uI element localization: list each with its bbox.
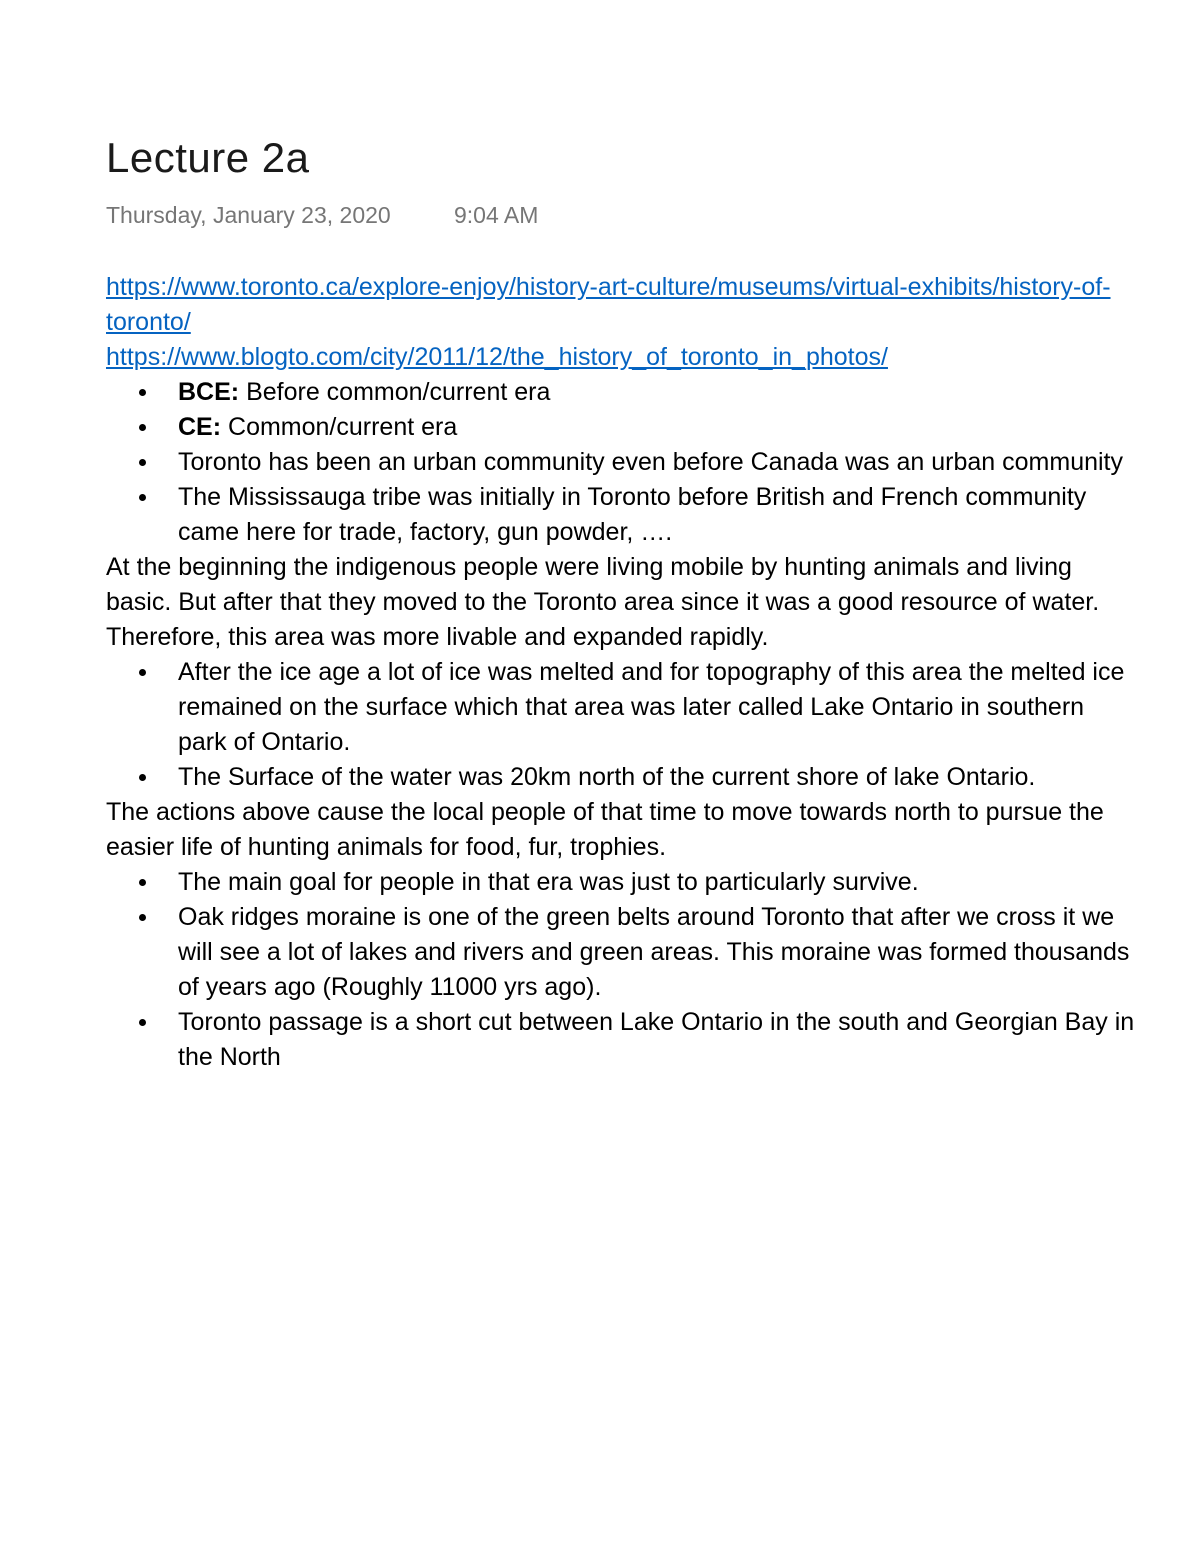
bullet-list-1 (106, 375, 1136, 550)
bullet-dot-icon (139, 774, 146, 781)
bullet-list-2 (106, 655, 1136, 795)
bullet-dot-icon (139, 389, 146, 396)
term-bce: BCE (178, 378, 231, 406)
list-item (178, 445, 1136, 480)
bullet-dot-icon (139, 1019, 146, 1026)
note-time: 9:04 AM (454, 202, 539, 228)
page-title: Lecture 2a (106, 134, 310, 181)
link-blogto-history[interactable]: https://www.blogto.com/city/2011/12/the_history_of_toronto_in_photos/ (106, 343, 888, 371)
bullet-list-3 (106, 865, 1136, 1075)
bullet-dot-icon (139, 424, 146, 431)
list-item (178, 760, 1136, 795)
term-ce: CE (178, 413, 213, 441)
note-meta (106, 200, 1136, 230)
list-item-text: Toronto passage is a short cut between Lake Ontario in the south and Georgian Bay in the North (178, 1008, 1135, 1071)
paragraph-indigenous: At the beginning the indigenous people were living mobile by hunting animals and living basic. But after that they moved to the Toronto area since it was a good resource of water. Therefore, this area was more livable and expanded rapidly. (106, 553, 1100, 651)
list-item-text: The Mississauga tribe was initially in Toronto before British and French community came here for trade, factory, gun powder, …. (178, 483, 1087, 546)
bullet-dot-icon (139, 669, 146, 676)
bullet-dot-icon (139, 459, 146, 466)
link-toronto-history[interactable]: https://www.toronto.ca/explore-enjoy/history-art-culture/museums/virtual-exhibits/history-of-toronto/ (106, 273, 1111, 336)
list-item (178, 375, 1136, 410)
list-item (178, 900, 1136, 1005)
list-item-text: Common/current era (221, 413, 458, 441)
list-item-text: Oak ridges moraine is one of the green belts around Toronto that after we cross it we will see a lot of lakes and rivers and green areas. This moraine was formed thousands of years ago (Roughly 11000 yrs ago). (178, 903, 1130, 1001)
list-item (178, 480, 1136, 550)
list-item (178, 1005, 1136, 1075)
term-colon: : (212, 413, 222, 441)
list-item-text: The Surface of the water was 20km north of the current shore of lake Ontario. (178, 763, 1036, 791)
list-item (178, 865, 1136, 900)
bullet-dot-icon (139, 494, 146, 501)
list-item (178, 655, 1136, 760)
note-body (106, 270, 1136, 1075)
list-item (178, 410, 1136, 445)
list-item-text: Before common/current era (239, 378, 551, 406)
list-item-text: The main goal for people in that era was just to particularly survive. (178, 868, 919, 896)
paragraph-actions: The actions above cause the local people of that time to move towards north to pursue the easier life of hunting animals for food, fur, trophies. (106, 798, 1104, 861)
list-item-text: Toronto has been an urban community even before Canada was an urban community (178, 448, 1124, 476)
bullet-dot-icon (139, 879, 146, 886)
term-colon: : (230, 378, 240, 406)
list-item-text: After the ice age a lot of ice was melted and for topography of this area the melted ice remained on the surface which that area was later called Lake Ontario in southern park of Ontario. (178, 658, 1125, 756)
bullet-dot-icon (139, 914, 146, 921)
note-page (106, 130, 1136, 1075)
note-date: Thursday, January 23, 2020 (106, 202, 391, 228)
